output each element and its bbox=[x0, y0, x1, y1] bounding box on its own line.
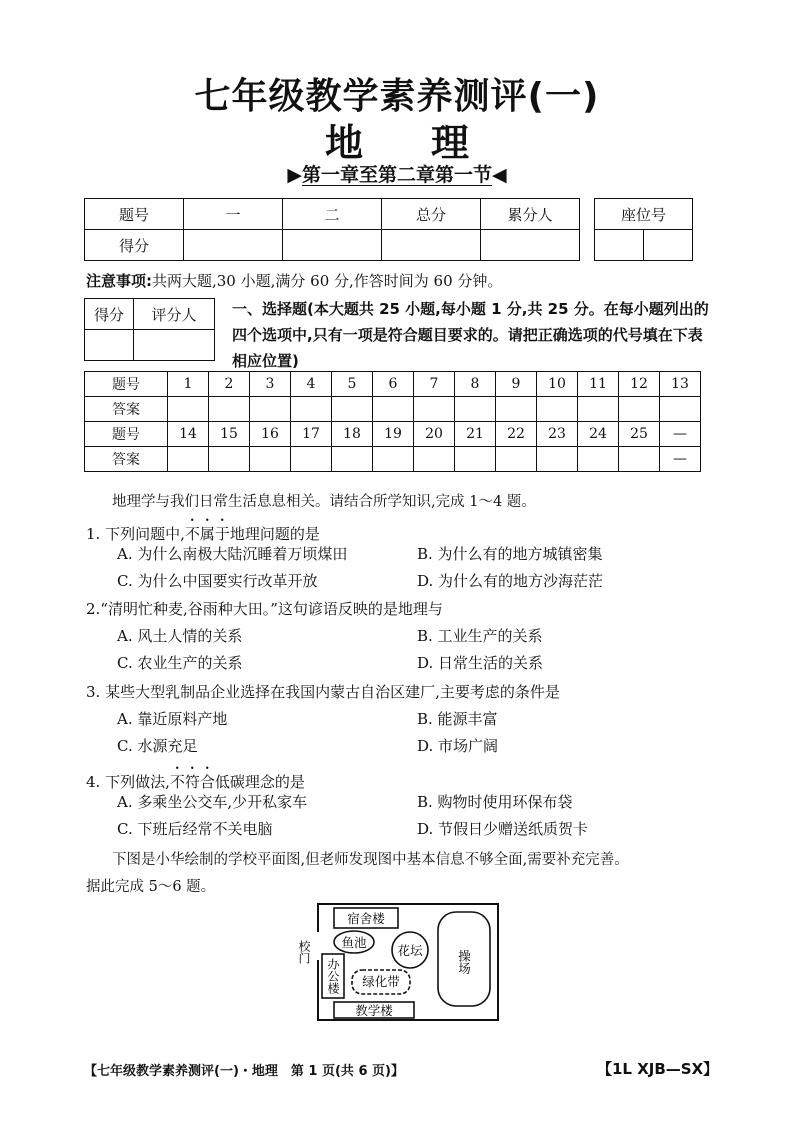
answer-cell bbox=[209, 397, 250, 422]
grader-name-label: 评分人 bbox=[134, 299, 215, 330]
question-number-cell: 18 bbox=[332, 422, 373, 447]
emphasis-text: 不属于 bbox=[184, 525, 230, 543]
notice bbox=[86, 270, 502, 291]
option-1a: A. 为什么南极大陆沉睡着万顷煤田 bbox=[117, 545, 348, 563]
answer-cell bbox=[455, 397, 496, 422]
footer-code: 【1L XJB—SX】 bbox=[597, 1060, 719, 1078]
section-1-instructions: 一、选择题(本大题共 25 小题,每小题 1 分,共 25 分。在每小题列出的四个选项中,只有一项是符合题目要求的。请把正确选项的代号填在下表相应位置) bbox=[232, 300, 709, 370]
question-number-cell: 17 bbox=[291, 422, 332, 447]
gate-gap bbox=[314, 932, 322, 960]
answer-row bbox=[85, 397, 701, 422]
option-4d: D. 节假日少赠送纸质贺卡 bbox=[417, 820, 589, 838]
school-plan-map bbox=[290, 898, 506, 1026]
answer-row bbox=[85, 447, 701, 472]
question-number-cell: 19 bbox=[373, 422, 414, 447]
chapter-text: 第一章至第二章第一节 bbox=[301, 164, 492, 186]
green-label: 绿化带 bbox=[362, 974, 400, 989]
grader-score-label: 得分 bbox=[85, 299, 134, 330]
question-2-stem bbox=[86, 598, 443, 619]
subject-char-2: 理 bbox=[431, 121, 470, 165]
question-number-cell: 25 bbox=[619, 422, 660, 447]
answer-cell bbox=[619, 397, 660, 422]
answer-cell bbox=[373, 447, 414, 472]
question-number-cell: — bbox=[660, 422, 701, 447]
answer-label: 答案 bbox=[85, 447, 168, 472]
question-number-cell: 13 bbox=[660, 372, 701, 397]
answer-cell bbox=[414, 447, 455, 472]
stem-text: 3. 某些大型乳制品企业选择在我国内蒙古自治区建厂,主要考虑的条件是 bbox=[86, 683, 560, 701]
answer-cell bbox=[619, 447, 660, 472]
option-3a: A. 靠近原料产地 bbox=[117, 710, 228, 728]
score-header-cell: 一 bbox=[184, 199, 283, 230]
answer-cell bbox=[578, 447, 619, 472]
score-header-cell: 累分人 bbox=[481, 199, 580, 230]
question-number-cell: 8 bbox=[455, 372, 496, 397]
answer-cell bbox=[291, 397, 332, 422]
answer-cell bbox=[455, 447, 496, 472]
answer-cell bbox=[660, 397, 701, 422]
option-2c: C. 农业生产的关系 bbox=[117, 654, 243, 672]
answer-cell bbox=[250, 397, 291, 422]
score-blank-cell bbox=[481, 230, 580, 261]
field-label: 操场 bbox=[456, 949, 472, 975]
notice-label: 注意事项: bbox=[86, 272, 152, 290]
teaching-label: 教学楼 bbox=[355, 1003, 393, 1018]
exam-title: 七年级教学素养测评(一) bbox=[194, 76, 600, 117]
question-number-cell: 4 bbox=[291, 372, 332, 397]
question-number-cell: 5 bbox=[332, 372, 373, 397]
question-4-stem bbox=[86, 764, 305, 792]
score-blank-cell bbox=[382, 230, 481, 261]
answer-cell bbox=[578, 397, 619, 422]
option-3d: D. 市场广阔 bbox=[417, 737, 499, 755]
right-triangle-icon: ▶ bbox=[287, 164, 302, 186]
grader-table bbox=[84, 298, 215, 361]
question-number-cell: 15 bbox=[209, 422, 250, 447]
question-number-cell: 21 bbox=[455, 422, 496, 447]
score-row-label: 得分 bbox=[85, 230, 184, 261]
answer-cell bbox=[496, 447, 537, 472]
stem-text: 地理问题的是 bbox=[229, 525, 320, 543]
answer-cell bbox=[414, 397, 455, 422]
gate-label: 校门 bbox=[297, 940, 311, 964]
answer-cell bbox=[168, 447, 209, 472]
option-4a: A. 多乘坐公交车,少开私家车 bbox=[117, 793, 308, 811]
flower-label: 花坛 bbox=[397, 943, 423, 958]
question-number-cell: 9 bbox=[496, 372, 537, 397]
dorm-label: 宿舍楼 bbox=[347, 911, 385, 926]
grader-blank-cell bbox=[134, 330, 215, 361]
answer-cell bbox=[496, 397, 537, 422]
question-number-cell: 24 bbox=[578, 422, 619, 447]
score-header-cell: 总分 bbox=[382, 199, 481, 230]
answer-number-label: 题号 bbox=[85, 422, 168, 447]
seat-number-table bbox=[594, 198, 693, 261]
answer-label: 答案 bbox=[85, 397, 168, 422]
left-triangle-icon: ◀ bbox=[492, 164, 507, 186]
question-number-cell: 20 bbox=[414, 422, 455, 447]
question-number-cell: 11 bbox=[578, 372, 619, 397]
subject-char-1: 地 bbox=[324, 121, 363, 165]
option-2d: D. 日常生活的关系 bbox=[417, 654, 544, 672]
score-header-cell: 二 bbox=[283, 199, 382, 230]
option-1c: C. 为什么中国要实行改革开放 bbox=[117, 572, 318, 590]
notice-text: 共两大题,30 小题,满分 60 分,作答时间为 60 分钟。 bbox=[152, 272, 503, 290]
answer-table bbox=[84, 371, 701, 472]
pond-label: 鱼池 bbox=[341, 935, 367, 950]
option-1d: D. 为什么有的地方沙海茫茫 bbox=[417, 572, 604, 590]
question-number-cell: 22 bbox=[496, 422, 537, 447]
stem-text: 1. 下列问题中, bbox=[86, 525, 185, 543]
option-1b: B. 为什么有的地方城镇密集 bbox=[417, 545, 603, 563]
answer-cell bbox=[537, 447, 578, 472]
answer-cell bbox=[373, 397, 414, 422]
option-2a: A. 风土人情的关系 bbox=[117, 627, 243, 645]
option-3c: C. 水源充足 bbox=[117, 737, 198, 755]
option-2b: B. 工业生产的关系 bbox=[417, 627, 543, 645]
answer-number-label: 题号 bbox=[85, 372, 168, 397]
stem-text: 2.“清明忙种麦,谷雨种大田。”这句谚语反映的是地理与 bbox=[86, 600, 443, 618]
question-3-stem bbox=[86, 681, 560, 702]
option-4b: B. 购物时使用环保布袋 bbox=[417, 793, 573, 811]
answer-cell bbox=[250, 447, 291, 472]
grader-blank-cell bbox=[85, 330, 134, 361]
option-4c: C. 下班后经常不关电脑 bbox=[117, 820, 273, 838]
question-number-cell: 14 bbox=[168, 422, 209, 447]
answer-cell bbox=[209, 447, 250, 472]
question-number-cell: 10 bbox=[537, 372, 578, 397]
stem-text: 4. 下列做法, bbox=[86, 773, 170, 791]
score-table bbox=[84, 198, 580, 261]
answer-number-row bbox=[85, 372, 701, 397]
answer-cell-dash: — bbox=[660, 447, 701, 472]
question-number-cell: 3 bbox=[250, 372, 291, 397]
answer-cell bbox=[291, 447, 332, 472]
score-blank-cell bbox=[283, 230, 382, 261]
answer-cell bbox=[168, 397, 209, 422]
option-3b: B. 能源丰富 bbox=[417, 710, 498, 728]
question-number-cell: 7 bbox=[414, 372, 455, 397]
answer-number-row bbox=[85, 422, 701, 447]
chapter-range bbox=[0, 160, 794, 187]
passage-2-line-2: 据此完成 5～6 题。 bbox=[86, 879, 216, 895]
question-number-cell: 2 bbox=[209, 372, 250, 397]
score-blank-cell bbox=[184, 230, 283, 261]
question-number-cell: 1 bbox=[168, 372, 209, 397]
seat-number-label: 座位号 bbox=[595, 199, 693, 230]
office-label: 办公楼 bbox=[326, 958, 340, 994]
emphasis-text: 不符合 bbox=[169, 773, 215, 791]
intro-passage: 地理学与我们日常生活息息相关。请结合所学知识,完成 1～4 题。 bbox=[112, 494, 536, 510]
question-1-stem bbox=[86, 516, 320, 544]
score-header-cell: 题号 bbox=[85, 199, 184, 230]
answer-cell bbox=[537, 397, 578, 422]
question-number-cell: 12 bbox=[619, 372, 660, 397]
seat-blank-cell bbox=[644, 230, 693, 261]
subject-title bbox=[0, 112, 794, 167]
answer-cell bbox=[332, 397, 373, 422]
seat-blank-cell bbox=[595, 230, 644, 261]
question-number-cell: 16 bbox=[250, 422, 291, 447]
stem-text: 低碳理念的是 bbox=[214, 773, 305, 791]
passage-2-line-1: 下图是小华绘制的学校平面图,但老师发现图中基本信息不够全面,需要补充完善。 bbox=[112, 852, 629, 868]
footer-page-info: 【七年级教学素养测评(一)・地理 第 1 页(共 6 页)】 bbox=[84, 1064, 404, 1079]
question-number-cell: 23 bbox=[537, 422, 578, 447]
answer-cell bbox=[332, 447, 373, 472]
question-number-cell: 6 bbox=[373, 372, 414, 397]
